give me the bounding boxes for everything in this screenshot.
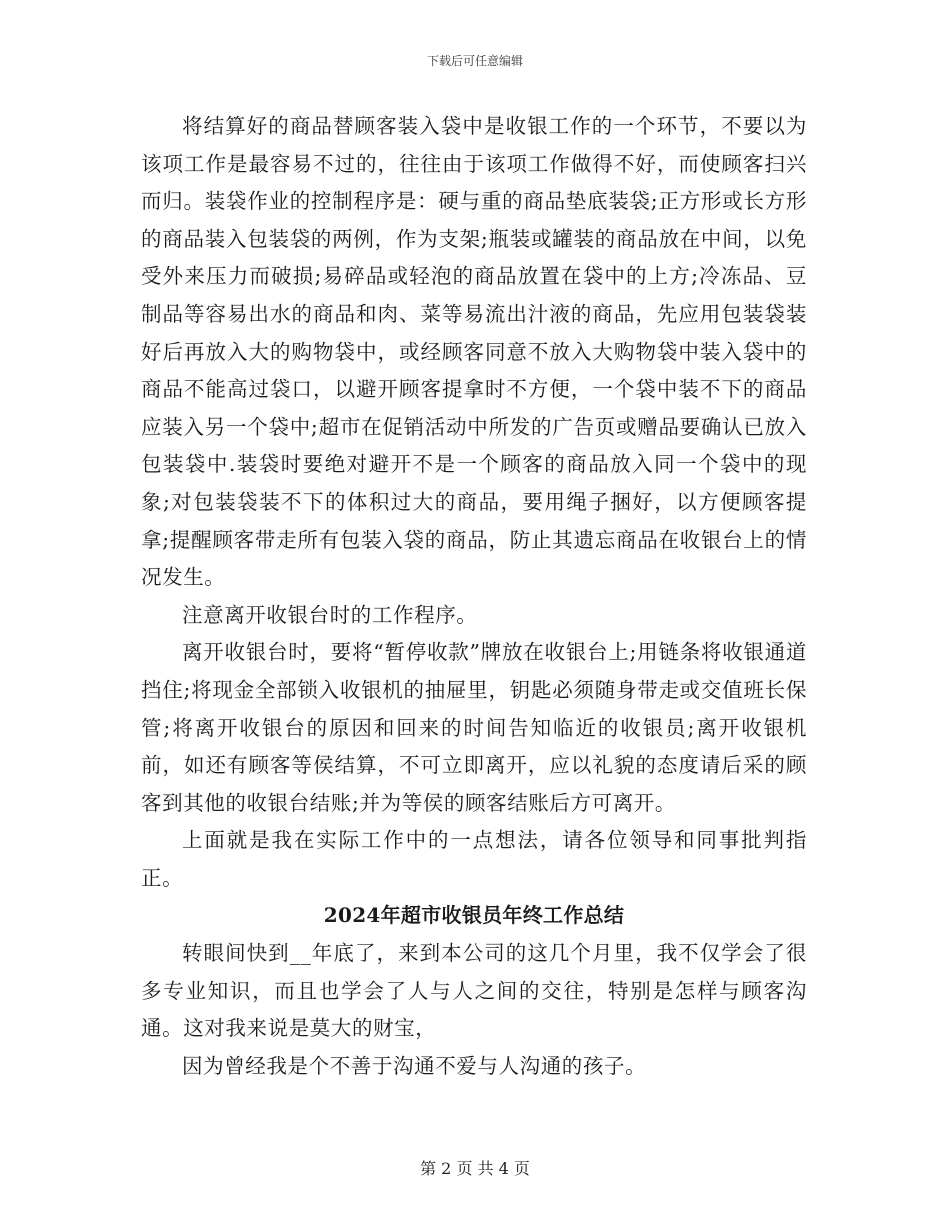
paragraph-summary-intro: 转眼间快到__年底了，来到本公司的这几个月里，我不仅学会了很多专业知识，而且也学会了人与人之间的交往，特别是怎样与顾客沟通。这对我来说是莫大的财宝， [141, 941, 807, 1041]
paragraph-summary-reason: 因为曾经我是个不善于沟通不爱与人沟通的孩子。 [182, 1053, 647, 1078]
paragraph-closing-remark: 上面就是我在实际工作中的一点想法，请各位领导和同事批判指正。 [141, 828, 807, 890]
paragraph-leaving-procedure-heading: 注意离开收银台时的工作程序。 [182, 602, 478, 627]
document-body [141, 108, 807, 1085]
paragraph-leaving-procedure: 离开收银台时，要将“暂停收款”牌放在收银台上;用链条将收银通道挡住;将现金全部锁入收银机的抽屉里，钥匙必须随身带走或交值班长保管;将离开收银台的原因和回来的时间告知临近的收银员;离开收银机前，如还有顾客等侯结算，不可立即离开，应以礼貌的态度请后采的顾客到其他的收银台结账;并为等侯的顾客结账后方可离开。 [141, 640, 807, 815]
section-title: 2024年超市收银员年终工作总结 [323, 903, 625, 928]
paragraph-bagging: 将结算好的商品替顾客装入袋中是收银工作的一个环节，不要以为该项工作是最容易不过的，往往由于该项工作做得不好，而使顾客扫兴而归。装袋作业的控制程序是：硬与重的商品垫底装袋;正方形或长方形的商品装入包装袋的两例，作为支架;瓶装或罐装的商品放在中间，以免受外来压力而破损;易碎品或轻泡的商品放置在袋中的上方;冷冻品、豆制品等容易出水的商品和肉、菜等易流出汁液的商品，先应用包装袋装好后再放入大的购物袋中，或经顾客同意不放入大购物袋中装入袋中的商品不能高过袋口，以避开顾客提拿时不方便，一个袋中装不下的商品应装入另一个袋中;超市在促销活动中所发的广告页或赠品要确认已放入包装袋中.装袋时要绝对避开不是一个顾客的商品放入同一个袋中的现象;对包装袋装不下的体积过大的商品，要用绳子捆好，以方便顾客提拿;提醒顾客带走所有包装入袋的商品，防止其遗忘商品在收银台上的情况发生。 [141, 114, 807, 590]
page-footer: 第 2 页 共 4 页 [420, 1159, 530, 1178]
page-header: 下载后可任意编辑 [426, 54, 523, 68]
